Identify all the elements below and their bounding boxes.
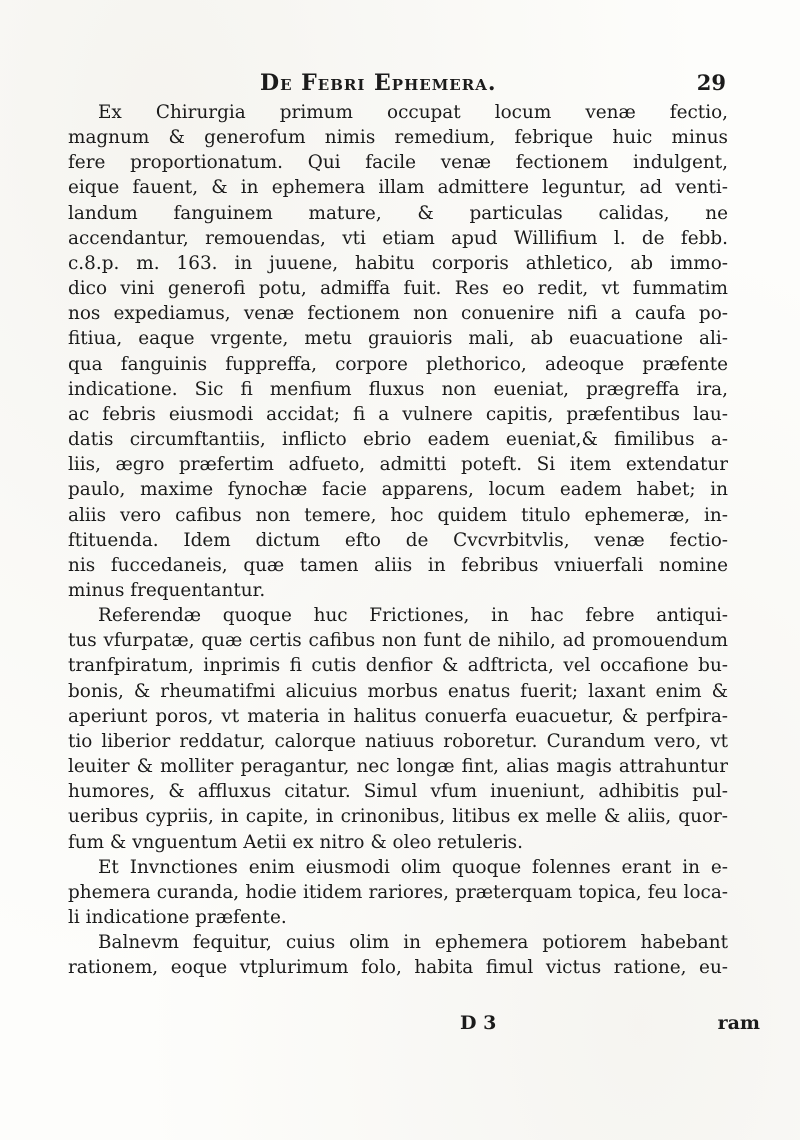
text-line: dico vini generofi potu, admiffa fuit. Res eo redit, vt fummatim <box>68 278 728 300</box>
text-line: bonis, & rheumatifmi alicuius morbus enatus fuerit; laxant enim & <box>68 680 728 702</box>
text-line: ac febris eiusmodi accidat; fi a vulnere capitis, præfentibus lau- <box>68 403 728 425</box>
text-line: c.8.p. m. 163. in juuene, habitu corporis athletico, ab immo- <box>68 252 728 274</box>
text-line: tus vfurpatæ, quæ certis cafibus non funt de nihilo, ad promouendum <box>68 630 728 652</box>
text-line: fum & vnguentum Aetii ex nitro & oleo retuleris. <box>68 831 523 853</box>
text-line: minus frequentantur. <box>68 579 266 601</box>
text-line: nis fuccedaneis, quæ tamen aliis in febribus vniuerfali nomine <box>68 554 728 576</box>
body-text <box>68 100 728 980</box>
text-line: datis circumftantiis, inflicto ebrio eadem eueniat,& fimilibus a- <box>68 429 728 451</box>
text-line: qua fanguinis fuppreffa, corpore plethorico, adeoque præfente <box>68 353 728 375</box>
running-head: De Febri Ephemera. <box>260 70 497 96</box>
text-line: humores, & affluxus citatur. Simul vfum inueniunt, adhibitis pul- <box>68 781 728 803</box>
text-line: ftituenda. Idem dictum efto de Cvcvrbitvlis, venæ fectio- <box>68 529 728 551</box>
text-line: paulo, maxime fynochæ facie apparens, locum eadem habet; in <box>68 479 728 501</box>
text-line: nos expediamus, venæ fectionem non conuenire nifi a caufa po- <box>68 303 728 325</box>
text-line: fitiua, eaque vrgente, metu grauioris mali, ab euacuatione ali- <box>68 328 728 350</box>
text-line: aperiunt poros, vt materia in halitus conuerfa euacuetur, & perfpira- <box>68 705 728 727</box>
text-line: fere proportionatum. Qui facile venæ fectionem indulgent, <box>68 152 728 174</box>
catchword: ram <box>717 1012 760 1034</box>
text-line: Referendæ quoque huc Frictiones, in hac febre antiqui- <box>98 605 728 627</box>
text-line: Et Invnctiones enim eiusmodi olim quoque folennes erant in e- <box>98 856 728 878</box>
page-number: 29 <box>696 70 726 95</box>
text-line: tranfpiratum, inprimis fi cutis denfior & adftricta, vel occafione bu- <box>68 655 728 677</box>
text-line: indicatione. Sic fi menfium fluxus non eueniat, prægreffa ira, <box>68 378 728 400</box>
text-line: ueribus cypriis, in capite, in crinonibus, litibus ex melle & aliis, quor- <box>68 806 728 828</box>
text-line: magnum & generofum nimis remedium, febrique huic minus <box>68 127 728 149</box>
signature-mark: D 3 <box>460 1012 497 1034</box>
text-line: liis, ægro præfertim adfueto, admitti poteft. Si item extendatur <box>68 454 728 476</box>
text-line: accendantur, remouendas, vti etiam apud Willifium l. de febb. <box>68 227 728 249</box>
text-line: aliis vero cafibus non temere, hoc quidem titulo ephemeræ, in- <box>68 504 728 526</box>
text-line: Ex Chirurgia primum occupat locum venæ fectio, <box>98 102 728 123</box>
text-line: li indicatione præfente. <box>68 907 287 928</box>
text-line: rationem, eoque vtplurimum folo, habita fimul victus ratione, eu- <box>68 957 728 979</box>
page-header <box>60 70 726 100</box>
text-line: tio liberior reddatur, calorque natiuus roboretur. Curandum vero, vt <box>68 730 728 752</box>
text-line: phemera curanda, hodie itidem rariores, præterquam topica, feu loca- <box>68 881 728 903</box>
text-line: leuiter & molliter peragantur, nec longæ fint, alias magis attrahuntur <box>68 756 728 778</box>
text-line: landum fanguinem mature, & particulas calidas, ne <box>68 202 728 224</box>
page-footer <box>380 1012 760 1040</box>
text-line: eique fauent, & in ephemera illam admittere leguntur, ad venti- <box>68 177 728 199</box>
text-line: Balnevm fequitur, cuius olim in ephemera potiorem habebant <box>98 932 728 954</box>
